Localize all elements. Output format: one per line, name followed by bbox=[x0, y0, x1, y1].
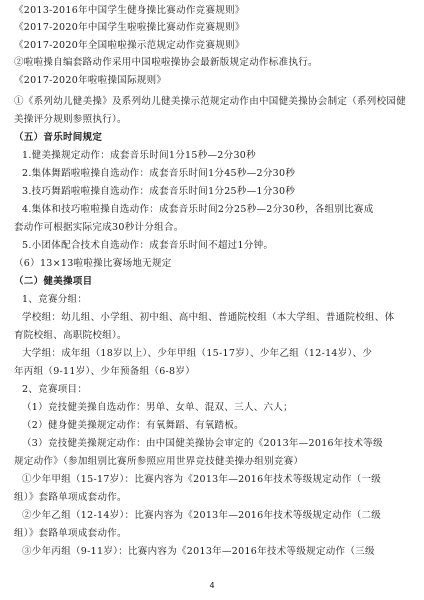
text-line: 《2013-2016年中国学生健身操比赛动作竞赛规则》 bbox=[14, 5, 245, 16]
text-line: 年丙组（9-11岁）、少年预备组（6-8岁） bbox=[14, 366, 195, 377]
text-line: 2、竞赛项目： bbox=[22, 384, 88, 395]
text-line: ②少年乙组（12-14岁）：比赛内容为《2013年—2016年技术等级规定动作（二级 bbox=[22, 510, 382, 521]
text-line: 育院校组、高职院校组）。 bbox=[14, 330, 127, 341]
text-line: 规定动作》（参加组别比赛所参照应用世界竞技健美操办组别竞赛） bbox=[14, 456, 304, 467]
text-line: （6）13×13啦啦操比赛场地无规定 bbox=[14, 258, 172, 269]
text-line: 《2017-2020年全国啦啦操示范规定动作竞赛规则》 bbox=[14, 40, 245, 51]
text-line: 4.集体和技巧啦啦操自选动作：成套音乐时间2分25秒—2分30秒，各组别比赛成 bbox=[22, 204, 374, 215]
text-line: ②啦啦操自编套路动作采用中国啦啦操协会最新版规定动作标准执行。 bbox=[14, 57, 318, 68]
page-number: 4 bbox=[209, 581, 215, 590]
text-line: （3）竞技健美操规定动作：由中国健美操协会审定的《2013年—2016年技术等级 bbox=[22, 438, 383, 449]
text-line: 2.集体舞蹈啦啦操自选动作：成套音乐时间1分45秒—2分30秒 bbox=[22, 168, 296, 179]
text-line: 美操评分规则参照执行）。 bbox=[14, 114, 127, 125]
text-line: 大学组：成年组（18岁以上）、少年甲组（15-17岁）、少年乙组（12-14岁）、少 bbox=[22, 348, 373, 359]
text-line: 学校组：幼儿组、小学组、初中组、高中组、普通院校组（本大学组、普通院校组、体 bbox=[22, 312, 395, 323]
text-line: （1）竞技健美操自选动作：男单、女单、混双、三人、六人； bbox=[22, 402, 293, 413]
section-heading: （五）音乐时间规定 bbox=[14, 132, 103, 143]
text-line: 1、竞赛分组： bbox=[22, 294, 88, 305]
text-line: ③少年丙组（9-11岁）：比赛内容为《2013年—2016年技术等级规定动作（三级 bbox=[22, 546, 375, 557]
text-line: 组）》套路单项成套动作。 bbox=[14, 528, 127, 539]
text-line: 《2017-2020年啦啦操国际规则》 bbox=[14, 75, 167, 86]
text-line: 《2017-2020年中国学生啦啦操比赛动作竞赛规则》 bbox=[14, 22, 245, 33]
text-line: 3.技巧舞蹈啦啦操自选动作：成套音乐时间1分25秒—1分30秒 bbox=[22, 186, 296, 197]
text-line: 组）》套路单项成套动作。 bbox=[14, 492, 127, 503]
text-line: 5.小团体配合技术自选动作：成套音乐时间不超过1分钟。 bbox=[22, 240, 274, 251]
section-heading: （二）健美操项目 bbox=[14, 276, 93, 287]
text-line: 套动作可根据实际完成30秒计分组合。 bbox=[14, 222, 184, 233]
text-line: （2）健身健美操规定动作：有氧舞蹈、有氧踏板。 bbox=[22, 420, 244, 431]
text-line: 1.健美操规定动作：成套音乐时间1分15秒—2分30秒 bbox=[22, 150, 256, 161]
text-line: ①少年甲组（15-17岁）：比赛内容为《2013年—2016年技术等级规定动作（一级 bbox=[22, 474, 382, 485]
text-line: ①《系列幼儿健美操》及系列幼儿健美操示范规定动作由中国健美操协会制定（系列校园健 bbox=[14, 96, 407, 107]
